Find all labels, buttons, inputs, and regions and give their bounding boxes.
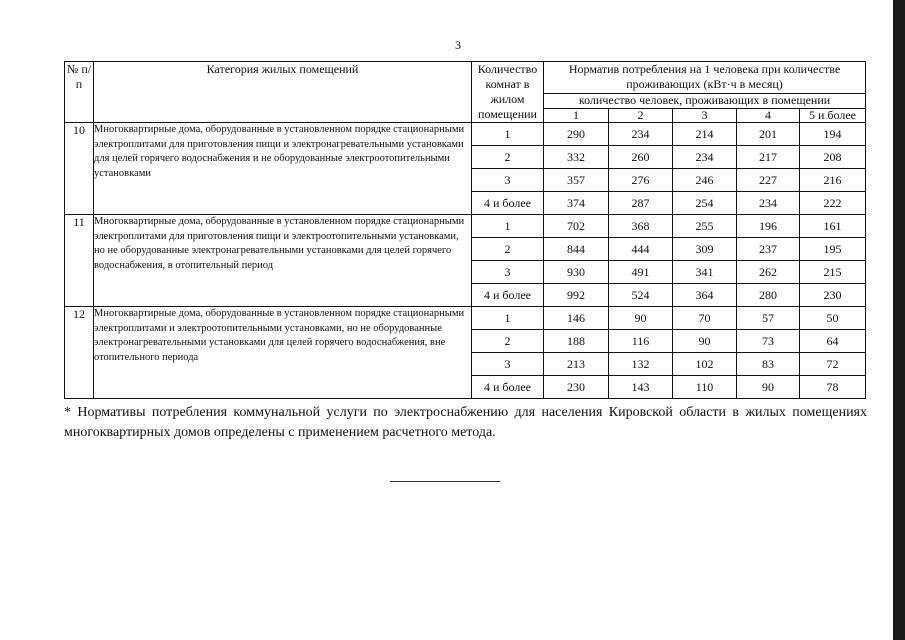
norm-value: 368 bbox=[609, 215, 673, 238]
rooms-count: 4 и более bbox=[472, 284, 544, 307]
header-norm: Норматив потребления на 1 человека при количестве проживающих (кВт·ч в месяц) bbox=[544, 62, 866, 94]
rooms-count: 3 bbox=[472, 169, 544, 192]
norm-value: 110 bbox=[673, 376, 737, 399]
rooms-count: 2 bbox=[472, 238, 544, 261]
norm-value: 444 bbox=[609, 238, 673, 261]
header-col-4: 4 bbox=[737, 109, 800, 123]
rooms-count: 1 bbox=[472, 123, 544, 146]
norm-value: 230 bbox=[800, 284, 866, 307]
norm-value: 64 bbox=[800, 330, 866, 353]
norm-value: 143 bbox=[609, 376, 673, 399]
norm-value: 364 bbox=[673, 284, 737, 307]
header-category: Категория жилых помещений bbox=[94, 62, 472, 123]
norm-value: 255 bbox=[673, 215, 737, 238]
norm-value: 702 bbox=[544, 215, 609, 238]
norm-value: 214 bbox=[673, 123, 737, 146]
norm-value: 309 bbox=[673, 238, 737, 261]
norm-value: 280 bbox=[737, 284, 800, 307]
row-number: 11 bbox=[65, 215, 94, 307]
norm-value: 90 bbox=[737, 376, 800, 399]
norm-value: 146 bbox=[544, 307, 609, 330]
norm-value: 132 bbox=[609, 353, 673, 376]
norm-value: 992 bbox=[544, 284, 609, 307]
header-col-1: 1 bbox=[544, 109, 609, 123]
row-number: 12 bbox=[65, 307, 94, 399]
page-number: 3 bbox=[455, 38, 461, 52]
row-number: 10 bbox=[65, 123, 94, 215]
rooms-count: 3 bbox=[472, 261, 544, 284]
table-row bbox=[65, 123, 866, 146]
norm-value: 237 bbox=[737, 238, 800, 261]
norm-value: 234 bbox=[737, 192, 800, 215]
header-col-3: 3 bbox=[673, 109, 737, 123]
norm-value: 260 bbox=[609, 146, 673, 169]
norm-value: 70 bbox=[673, 307, 737, 330]
norm-value: 357 bbox=[544, 169, 609, 192]
norm-value: 332 bbox=[544, 146, 609, 169]
footnote: * Нормативы потребления коммунальной услуги по электроснабжению для населения Кировской области в жилых помещениях многоквартирных домов определены с применением расчетного метода. bbox=[64, 405, 867, 440]
rooms-count: 4 и более bbox=[472, 192, 544, 215]
norm-value: 234 bbox=[673, 146, 737, 169]
category-description: Многоквартирные дома, оборудованные в установленном порядке стационарными электроплитами и электроотопительными установками, но не оборудованные электронагревательными установками для целей горячего водоснабжения, вне отопительного периода bbox=[94, 307, 472, 399]
norm-value: 290 bbox=[544, 123, 609, 146]
rooms-count: 4 и более bbox=[472, 376, 544, 399]
norm-value: 234 bbox=[609, 123, 673, 146]
norm-value: 194 bbox=[800, 123, 866, 146]
category-description: Многоквартирные дома, оборудованные в установленном порядке стационарными электроплитами для приготовления пищи и электронагревательными установками для целей горячего водоснабжения и не оборудованные электроотопительными установками bbox=[94, 123, 472, 215]
consumption-norms-table bbox=[64, 61, 866, 399]
norm-value: 287 bbox=[609, 192, 673, 215]
norm-value: 930 bbox=[544, 261, 609, 284]
norm-value: 57 bbox=[737, 307, 800, 330]
norm-value: 246 bbox=[673, 169, 737, 192]
rooms-count: 2 bbox=[472, 146, 544, 169]
norm-value: 230 bbox=[544, 376, 609, 399]
header-rooms: Количество комнат в жилом помещении bbox=[472, 62, 544, 123]
norm-value: 201 bbox=[737, 123, 800, 146]
norm-value: 254 bbox=[673, 192, 737, 215]
rooms-count: 1 bbox=[472, 215, 544, 238]
table-row bbox=[65, 307, 866, 330]
norm-value: 102 bbox=[673, 353, 737, 376]
scan-edge-bar bbox=[893, 0, 905, 640]
norm-value: 524 bbox=[609, 284, 673, 307]
norm-value: 216 bbox=[800, 169, 866, 192]
norm-value: 217 bbox=[737, 146, 800, 169]
norm-value: 78 bbox=[800, 376, 866, 399]
header-col-5-plus: 5 и более bbox=[800, 109, 866, 123]
norm-value: 276 bbox=[609, 169, 673, 192]
rooms-count: 2 bbox=[472, 330, 544, 353]
norm-value: 72 bbox=[800, 353, 866, 376]
norm-value: 208 bbox=[800, 146, 866, 169]
norm-value: 73 bbox=[737, 330, 800, 353]
norm-value: 491 bbox=[609, 261, 673, 284]
table-row bbox=[65, 215, 866, 238]
norm-value: 262 bbox=[737, 261, 800, 284]
norm-value: 116 bbox=[609, 330, 673, 353]
norm-value: 374 bbox=[544, 192, 609, 215]
rooms-count: 3 bbox=[472, 353, 544, 376]
header-people: количество человек, проживающих в помещении bbox=[544, 94, 866, 109]
header-num: № п/п bbox=[65, 62, 94, 123]
bottom-divider bbox=[390, 481, 500, 482]
norm-value: 83 bbox=[737, 353, 800, 376]
norm-value: 195 bbox=[800, 238, 866, 261]
header-col-2: 2 bbox=[609, 109, 673, 123]
norm-value: 341 bbox=[673, 261, 737, 284]
norm-value: 227 bbox=[737, 169, 800, 192]
norm-value: 161 bbox=[800, 215, 866, 238]
norm-value: 222 bbox=[800, 192, 866, 215]
norm-value: 188 bbox=[544, 330, 609, 353]
norm-value: 213 bbox=[544, 353, 609, 376]
category-description: Многоквартирные дома, оборудованные в установленном порядке стационарными электроплитами для приготовления пищи и электроотопительными установками, но не оборудованные электронагревательными установками для целей горячего водоснабжения, в отопительный период bbox=[94, 215, 472, 307]
norm-value: 196 bbox=[737, 215, 800, 238]
norm-value: 844 bbox=[544, 238, 609, 261]
rooms-count: 1 bbox=[472, 307, 544, 330]
norm-value: 50 bbox=[800, 307, 866, 330]
norm-value: 90 bbox=[609, 307, 673, 330]
norm-value: 215 bbox=[800, 261, 866, 284]
norm-value: 90 bbox=[673, 330, 737, 353]
